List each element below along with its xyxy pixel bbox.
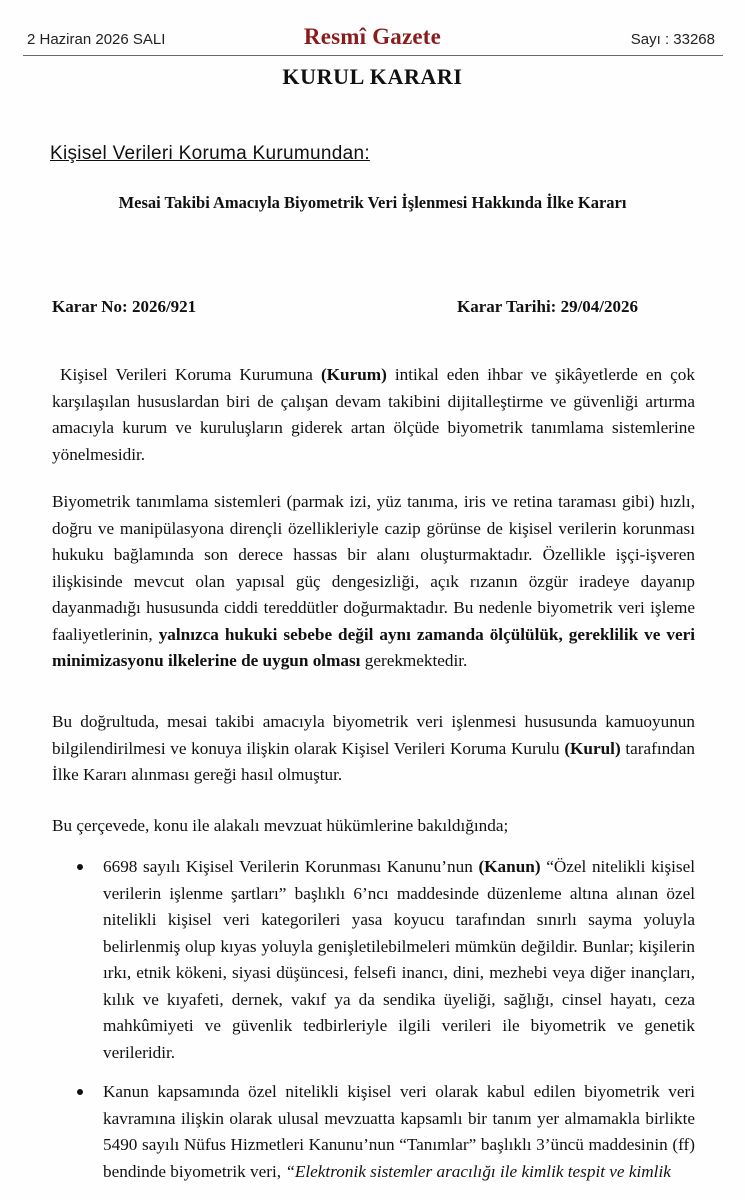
italic-quote: “Elektronik sistemler aracılığı ile kimlik tespit ve kimlik <box>285 1161 671 1181</box>
paragraph-text: Bu doğrultuda, mesai takibi amacıyla biyometrik veri işlenmesi hususunda kamuoyunun bilgilendirilmesi ve konuya ilişkin olarak Kişisel Verileri Koruma Kurulu <box>52 712 695 758</box>
paragraph-text: intikal eden ihbar ve şikâyetlerde en çok karşılaşılan hususlardan biri de çalışan devam takibini dijitalleştirme ve güvenliği artırma amacıyla kurum ve kuruluşların giderek artan ölçüde biyometrik tanımlama sistemlerine yönelmesidir. <box>52 365 695 464</box>
header-date: 2 Haziran 2026 SALI <box>27 31 166 48</box>
list-item-text: “Özel nitelikli kişisel verilerin işlenme şartları” başlıklı 6’ncı maddesinde düzenleme altına alınan özel nitelikli kişisel veri kategorileri yasa koyucu tarafından sınırlı sayma yoluyla belirlenmiş olup kıyas yoluyla genişletilebilmeleri mümkün değildir. Bunlar; kişilerin ırkı, etnik kökeni, siyasi düşüncesi, felsefi inancı, dini, mezhebi veya diğer inançları, kılık ve kıyafeti, dernek, vakıf ya da sendika üyeliği, sağlığı, cinsel hayatı, ceza mahkûmiyeti ve güvenlik tedbirleriyle ilgili verileri ile biyometrik ve genetik verileridir. <box>103 857 695 1062</box>
paragraph-2 <box>52 489 695 675</box>
list-item-text: 6698 sayılı Kişisel Verilerin Korunması Kanunu’nun <box>103 857 479 876</box>
bold-emphasis: yalnızca hukuki sebebe değil aynı zamanda ölçülülük, gereklilik ve veri minimizasyonu ilkelerine de uygun olması <box>52 624 695 670</box>
issue-number: Sayı : 33268 <box>630 31 715 48</box>
bold-term-kanun: (Kanun) <box>478 857 541 876</box>
header-divider <box>23 55 723 56</box>
list-item <box>52 854 695 1066</box>
paragraph-1 <box>52 362 695 468</box>
legislation-list <box>52 854 695 1198</box>
decision-date: Karar Tarihi: 29/04/2026 <box>457 297 639 316</box>
paragraph-text: tarafından İlke Kararı alınması gereği hasıl olmuştur. <box>52 738 696 784</box>
paragraph-text: Kişisel Verileri Koruma Kurumuna <box>60 365 321 384</box>
bullet-icon <box>77 1089 83 1095</box>
section-title: KURUL KARARI <box>282 64 463 89</box>
bullet-icon <box>77 864 83 870</box>
paragraph-text: Bu çerçevede, konu ile alakalı mevzuat hükümlerine bakıldığında; <box>52 816 509 835</box>
paragraph-4 <box>52 813 695 840</box>
gazette-header <box>0 0 745 60</box>
paragraph-text: gerekmektedir. <box>360 651 468 670</box>
paragraph-text: Biyometrik tanımlama sistemleri (parmak izi, yüz tanıma, iris ve retina taraması gibi) hızlı, doğru ve manipülasyona dirençli özellikleriyle cazip görünse de kişisel verilerin korunması hukuku bağlamında son derece hassas bir alanı oluşturmaktadır. Özellikle işçi-işveren ilişkisinde mevcut olan yapısal güç dengesizliği, açık rızanın özgür iradeye dayanıp dayanmadığı hususunda ciddi tereddütler doğurmaktadır. Bu nedenle biyometrik veri işleme faaliyetlerinin, <box>52 492 695 644</box>
list-item <box>52 1079 695 1185</box>
institution-name: Kişisel Verileri Koruma Kurumundan: <box>50 143 370 164</box>
decision-title: Mesai Takibi Amacıyla Biyometrik Veri İşlenmesi Hakkında İlke Kararı <box>118 193 627 212</box>
gazette-title: Resmî Gazete <box>303 24 442 49</box>
bold-term-kurul: (Kurul) <box>564 738 621 758</box>
paragraph-3 <box>52 709 695 789</box>
list-item-text: Kanun kapsamında özel nitelikli kişisel veri olarak kabul edilen biyometrik veri kavramına ilişkin olarak ulusal mevzuatta kapsamlı bir tanım yer almamakla birlikte 5490 sayılı Nüfus Hizmetleri Kanunu’nun “Tanımlar” başlıklı 3’üncü maddesinin (ff) bendinde biyometrik veri, <box>103 1082 695 1181</box>
bold-term-kurum: (Kurum) <box>320 365 387 384</box>
decision-number: Karar No: 2026/921 <box>52 297 197 316</box>
